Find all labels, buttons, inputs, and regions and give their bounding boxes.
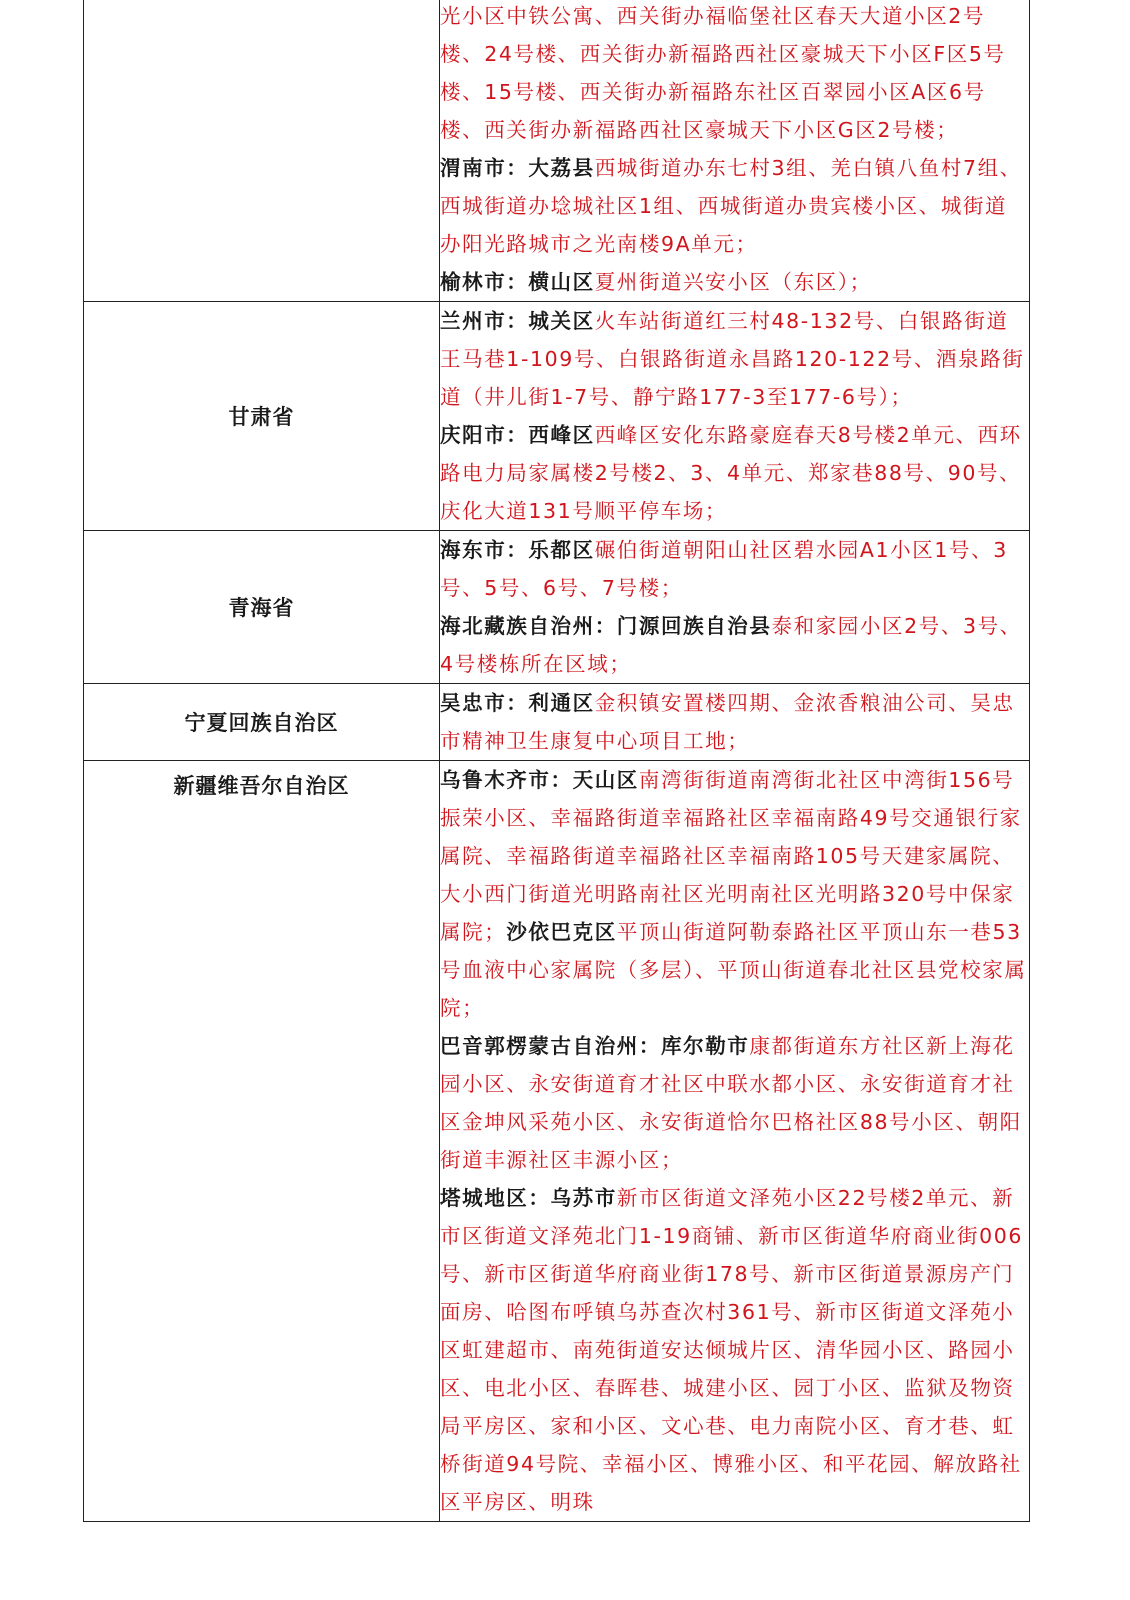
region-label: 庆阳市：西峰区	[440, 423, 595, 447]
risk-areas-cell	[440, 684, 1030, 761]
table-row	[84, 684, 1030, 761]
risk-area-table	[83, 0, 1030, 1522]
risk-areas-cell	[440, 761, 1030, 1522]
region-label: 沙依巴克区	[506, 920, 617, 944]
region-label: 兰州市：城关区	[440, 309, 595, 333]
region-label: 吴忠市：利通区	[440, 691, 595, 715]
area-list-text: 平顶山街道阿勒泰路社区平顶山东一巷53号血液中心家属院（多层）、平顶山街道春北社区县党校家属院；	[440, 920, 1027, 1020]
area-list-text: 夏州街道兴安小区（东区）；	[594, 270, 872, 294]
table-body	[84, 0, 1030, 1522]
risk-area-paragraph	[440, 263, 1029, 301]
risk-area-paragraph	[440, 302, 1029, 416]
area-list-text: 碾伯街道朝阳山社区碧水园A1小区1号、3号、5号、6号、7号楼；	[440, 538, 1008, 600]
risk-areas-cell	[440, 0, 1030, 302]
area-list-text: 康都街道东方社区新上海花园小区、永安街道育才社区中联水都小区、永安街道育才社区金坤风采苑小区、永安街道恰尔巴格社区88号小区、朝阳街道丰源社区丰源小区；	[440, 1034, 1022, 1172]
risk-area-paragraph	[440, 149, 1029, 263]
region-label: 海东市：乐都区	[440, 538, 595, 562]
table-row	[84, 761, 1030, 1522]
province-cell	[84, 0, 440, 302]
table-row	[84, 302, 1030, 531]
risk-area-paragraph	[440, 761, 1029, 1027]
area-list-text: 光小区中铁公寓、西关街办福临堡社区春天大道小区2号楼、24号楼、西关街办新福路西社区豪城天下小区F区5号楼、15号楼、西关街办新福路东社区百翠园小区A区6号楼、西关街办新福路西社区豪城天下小区G区2号楼；	[440, 4, 1006, 142]
region-label: 榆林市：横山区	[440, 270, 595, 294]
province-cell: 甘肃省	[84, 302, 440, 531]
area-list-text: 泰和家园小区2号、3号、4号楼栋所在区域；	[440, 614, 1022, 676]
risk-areas-cell	[440, 531, 1030, 684]
risk-area-paragraph	[440, 1027, 1029, 1179]
risk-area-paragraph	[440, 684, 1029, 760]
area-list-text: 南湾街街道南湾街北社区中湾街156号振荣小区、幸福路街道幸福路社区幸福南路49号交通银行家属院、幸福路街道幸福路社区幸福南路105号天建家属院、大小西门街道光明路南社区光明南社区光明路320号中保家属院；	[440, 768, 1022, 944]
risk-area-paragraph	[440, 1179, 1029, 1521]
province-cell: 宁夏回族自治区	[84, 684, 440, 761]
province-cell: 新疆维吾尔自治区	[84, 761, 440, 1522]
region-label: 塔城地区：乌苏市	[440, 1186, 617, 1210]
table-row	[84, 0, 1030, 302]
area-list-text: 火车站街道红三村48-132号、白银路街道王马巷1-109号、白银路街道永昌路120-122号、酒泉路街道（井儿街1-7号、静宁路177-3至177-6号）；	[440, 309, 1025, 409]
table-row	[84, 531, 1030, 684]
region-label: 渭南市：大荔县	[440, 156, 595, 180]
region-label: 海北藏族自治州：门源回族自治县	[440, 614, 772, 638]
area-list-text: 西峰区安化东路豪庭春天8号楼2单元、西环路电力局家属楼2号楼2、3、4单元、郑家巷88号、90号、庆化大道131号顺平停车场；	[440, 423, 1022, 523]
risk-area-paragraph	[440, 607, 1029, 683]
region-label: 乌鲁木齐市：天山区	[440, 768, 639, 792]
area-list-text: 西城街道办东七村3组、羌白镇八鱼村7组、西城街道办埝城社区1组、西城街道办贵宾楼小区、城街道办阳光路城市之光南楼9A单元；	[440, 156, 1022, 256]
risk-areas-cell	[440, 302, 1030, 531]
area-list-text: 新市区街道文泽苑小区22号楼2单元、新市区街道文泽苑北门1-19商铺、新市区街道华府商业街006号、新市区街道华府商业街178号、新市区街道景源房产门面房、哈图布呼镇乌苏查次村361号、新市区街道文泽苑小区虹建超市、南苑街道安达倾城片区、清华园小区、路园小区、电北小区、春晖巷、城建小区、园丁小区、监狱及物资局平房区、家和小区、文心巷、电力南院小区、育才巷、虹桥街道94号院、幸福小区、博雅小区、和平花园、解放路社区平房区、明珠	[440, 1186, 1024, 1514]
risk-area-paragraph	[440, 0, 1029, 149]
risk-area-paragraph	[440, 416, 1029, 530]
area-list-text: 金积镇安置楼四期、金浓香粮油公司、吴忠市精神卫生康复中心项目工地；	[440, 691, 1015, 753]
province-cell: 青海省	[84, 531, 440, 684]
risk-area-paragraph	[440, 531, 1029, 607]
region-label: 巴音郭楞蒙古自治州：库尔勒市	[440, 1034, 750, 1058]
